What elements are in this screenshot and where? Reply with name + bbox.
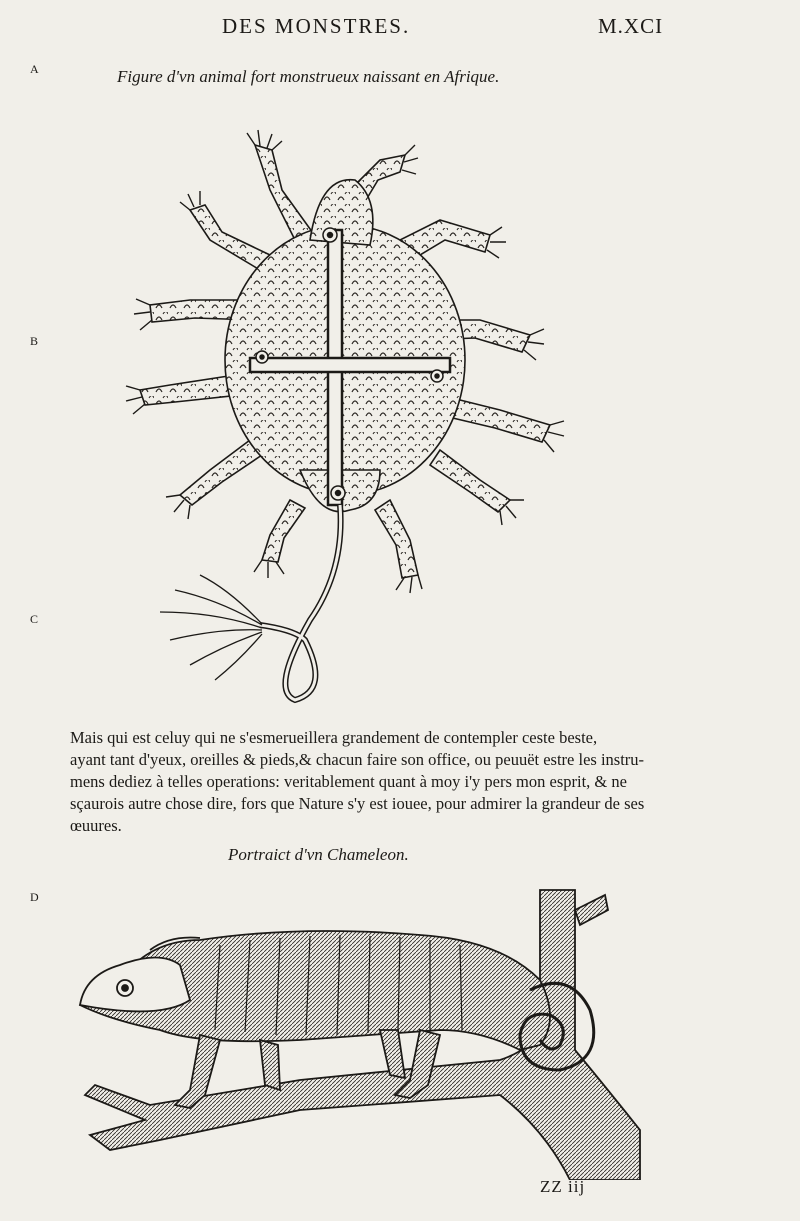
chameleon-illustration [0,880,800,1180]
body-line: Mais qui est celuy qui ne s'esmerueillera grandement de contempler ceste beste, [70,728,598,747]
signature-mark: ZZ iij [540,1177,586,1196]
margin-marker-b: B [30,334,39,348]
figure-caption-chameleon: Portraict d'vn Chameleon. [228,845,409,864]
body-line: sçaurois autre chose dire, fors que Nature s'y est iouee, pour admirer la grandeur de ses [70,794,645,813]
running-title: DES MONSTRES. [222,14,411,38]
folio-number: M.XCI [598,14,664,38]
body-line: mens dediez à telles operations: veritablement quant à moy i'y pers mon esprit, & ne [70,772,627,791]
margin-marker-d: D [30,890,39,904]
margin-marker-c: C [30,612,39,626]
body-text [70,727,736,837]
figure-caption-monster: Figure d'vn animal fort monstrueux naissant en Afrique. [117,67,500,86]
margin-marker-a: A [30,62,39,76]
body-line: ayant tant d'yeux, oreilles & pieds,& chacun faire son office, ou peuuët estre les instru- [70,750,645,769]
body-line: œuures. [70,816,122,835]
